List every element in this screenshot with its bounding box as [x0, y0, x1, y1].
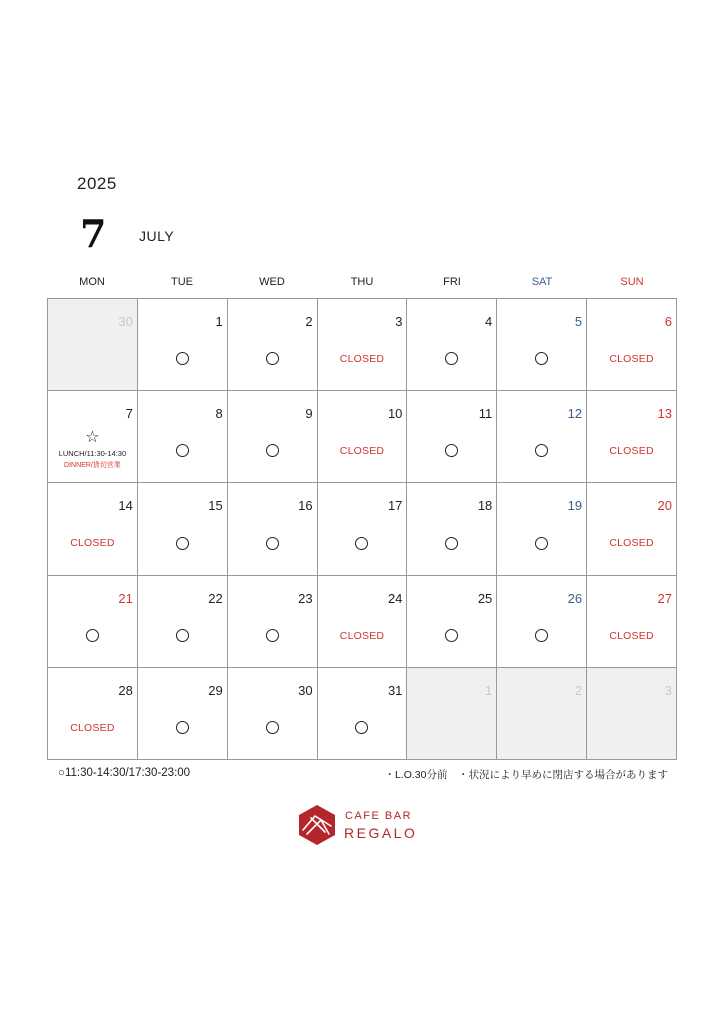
closed-label: CLOSED [609, 445, 654, 458]
day-cell [138, 391, 228, 483]
day-number: 10 [387, 406, 403, 422]
day-cell [318, 576, 408, 668]
hexagon-logo-icon [297, 804, 337, 846]
day-number: 9 [305, 406, 313, 422]
day-cell [587, 576, 677, 668]
logo-regalo: REGALO [344, 825, 418, 841]
day-cell [497, 483, 587, 575]
day-number: 15 [208, 498, 223, 514]
weekday-tue: TUE [171, 276, 193, 288]
day-cell [497, 299, 587, 391]
open-circle-icon [407, 351, 496, 367]
day-number: 12 [567, 406, 583, 422]
closed-label: CLOSED [70, 721, 115, 734]
day-cell [497, 576, 587, 668]
day-cell [407, 668, 497, 760]
month-name: JULY [139, 228, 175, 244]
day-number: 18 [477, 498, 493, 514]
open-circle-icon [228, 443, 317, 459]
day-cell [587, 668, 677, 760]
business-hours: ○11:30-14:30/17:30-23:00 [58, 767, 191, 779]
closed-label: CLOSED [609, 629, 654, 642]
day-number: 11 [478, 406, 493, 422]
logo-cafe-bar: CAFE BAR [345, 810, 413, 822]
day-cell [138, 299, 228, 391]
weekday-thu: THU [350, 276, 374, 288]
day-number: 29 [208, 682, 223, 698]
day-number: 30 [298, 682, 313, 698]
open-circle-icon [497, 443, 586, 459]
open-circle-icon [138, 535, 227, 551]
open-circle-icon [228, 351, 317, 367]
day-cell [407, 483, 497, 575]
day-number: 28 [118, 682, 133, 698]
open-circle-icon [138, 351, 227, 367]
dinner-note: DINNER/貸切営業 [64, 462, 121, 470]
weekday-wed: WED [259, 276, 285, 288]
day-number: 1 [485, 682, 493, 698]
day-cell [48, 668, 138, 760]
day-number: 23 [298, 590, 313, 606]
day-cell [407, 576, 497, 668]
day-number: 26 [567, 590, 583, 606]
open-circle-icon [497, 628, 586, 644]
year-label: 2025 [77, 174, 117, 193]
open-circle-icon [407, 535, 496, 551]
day-number: 2 [305, 314, 313, 329]
closed-label: CLOSED [339, 445, 385, 458]
day-number: 21 [118, 590, 133, 606]
day-number: 17 [387, 498, 403, 514]
open-circle-icon [138, 720, 227, 736]
day-number: 31 [387, 682, 403, 698]
day-cell [48, 576, 138, 668]
day-cell [587, 391, 677, 483]
weekday-fri: FRI [443, 276, 461, 288]
day-cell [318, 391, 408, 483]
open-circle-icon [497, 535, 586, 551]
weekday-sun: SUN [620, 276, 644, 288]
weekday-header [47, 276, 677, 292]
day-cell [318, 483, 408, 575]
day-number: 14 [118, 498, 133, 514]
calendar-grid [47, 298, 677, 760]
open-circle-icon [228, 535, 317, 551]
star-icon: ☆ [85, 429, 100, 447]
day-cell [407, 391, 497, 483]
day-cell [228, 668, 318, 760]
day-cell [587, 483, 677, 575]
closed-label: CLOSED [609, 353, 654, 365]
lunch-hours: LUNCH/11:30-14:30 [58, 449, 127, 459]
day-number: 22 [208, 590, 223, 606]
weekday-sat: SAT [531, 276, 553, 288]
open-circle-icon [318, 535, 407, 551]
day-number: 7 [125, 406, 133, 422]
open-circle-icon [318, 720, 407, 736]
day-cell [138, 576, 228, 668]
open-circle-icon [138, 443, 227, 459]
day-number: 3 [395, 314, 403, 329]
day-cell [48, 483, 138, 575]
logo [297, 804, 437, 848]
closed-label: CLOSED [609, 537, 654, 550]
open-circle-icon [228, 720, 317, 736]
day-cell [138, 668, 228, 760]
open-circle-icon [497, 351, 586, 367]
day-number: 4 [485, 314, 493, 329]
weekday-mon: MON [79, 276, 105, 288]
day-number: 1 [215, 314, 223, 329]
day-cell [138, 483, 228, 575]
month-number: 7 [80, 211, 107, 256]
day-number: 19 [567, 498, 583, 514]
day-cell [318, 668, 408, 760]
closed-label: CLOSED [339, 629, 385, 642]
day-number: 6 [664, 314, 672, 329]
day-cell [587, 299, 677, 391]
day-cell [228, 576, 318, 668]
day-number: 25 [477, 590, 493, 606]
day-number: 8 [215, 406, 223, 422]
day-cell [48, 299, 138, 391]
closed-label: CLOSED [70, 537, 115, 550]
day-number: 24 [387, 590, 403, 606]
footer-notes: ・L.O.30分前 ・状況により早めに閉店する場合があります [384, 769, 668, 781]
day-cell [228, 483, 318, 575]
open-circle-icon [48, 628, 137, 644]
open-circle-icon [138, 628, 227, 644]
day-cell [318, 299, 408, 391]
day-cell [228, 299, 318, 391]
day-number: 20 [657, 498, 672, 514]
day-number: 3 [664, 682, 672, 698]
day-number: 30 [118, 314, 133, 329]
day-cell [48, 391, 138, 483]
special-hours [48, 429, 137, 470]
day-number: 13 [657, 406, 672, 422]
day-number: 2 [574, 682, 583, 698]
day-number: 16 [298, 498, 313, 514]
day-number: 27 [657, 590, 672, 606]
closed-label: CLOSED [339, 353, 385, 365]
day-cell [407, 299, 497, 391]
open-circle-icon [407, 443, 496, 459]
day-cell [497, 668, 587, 760]
day-cell [228, 391, 318, 483]
open-circle-icon [407, 628, 496, 644]
open-circle-icon [228, 628, 317, 644]
day-number: 5 [574, 314, 583, 329]
day-cell [497, 391, 587, 483]
